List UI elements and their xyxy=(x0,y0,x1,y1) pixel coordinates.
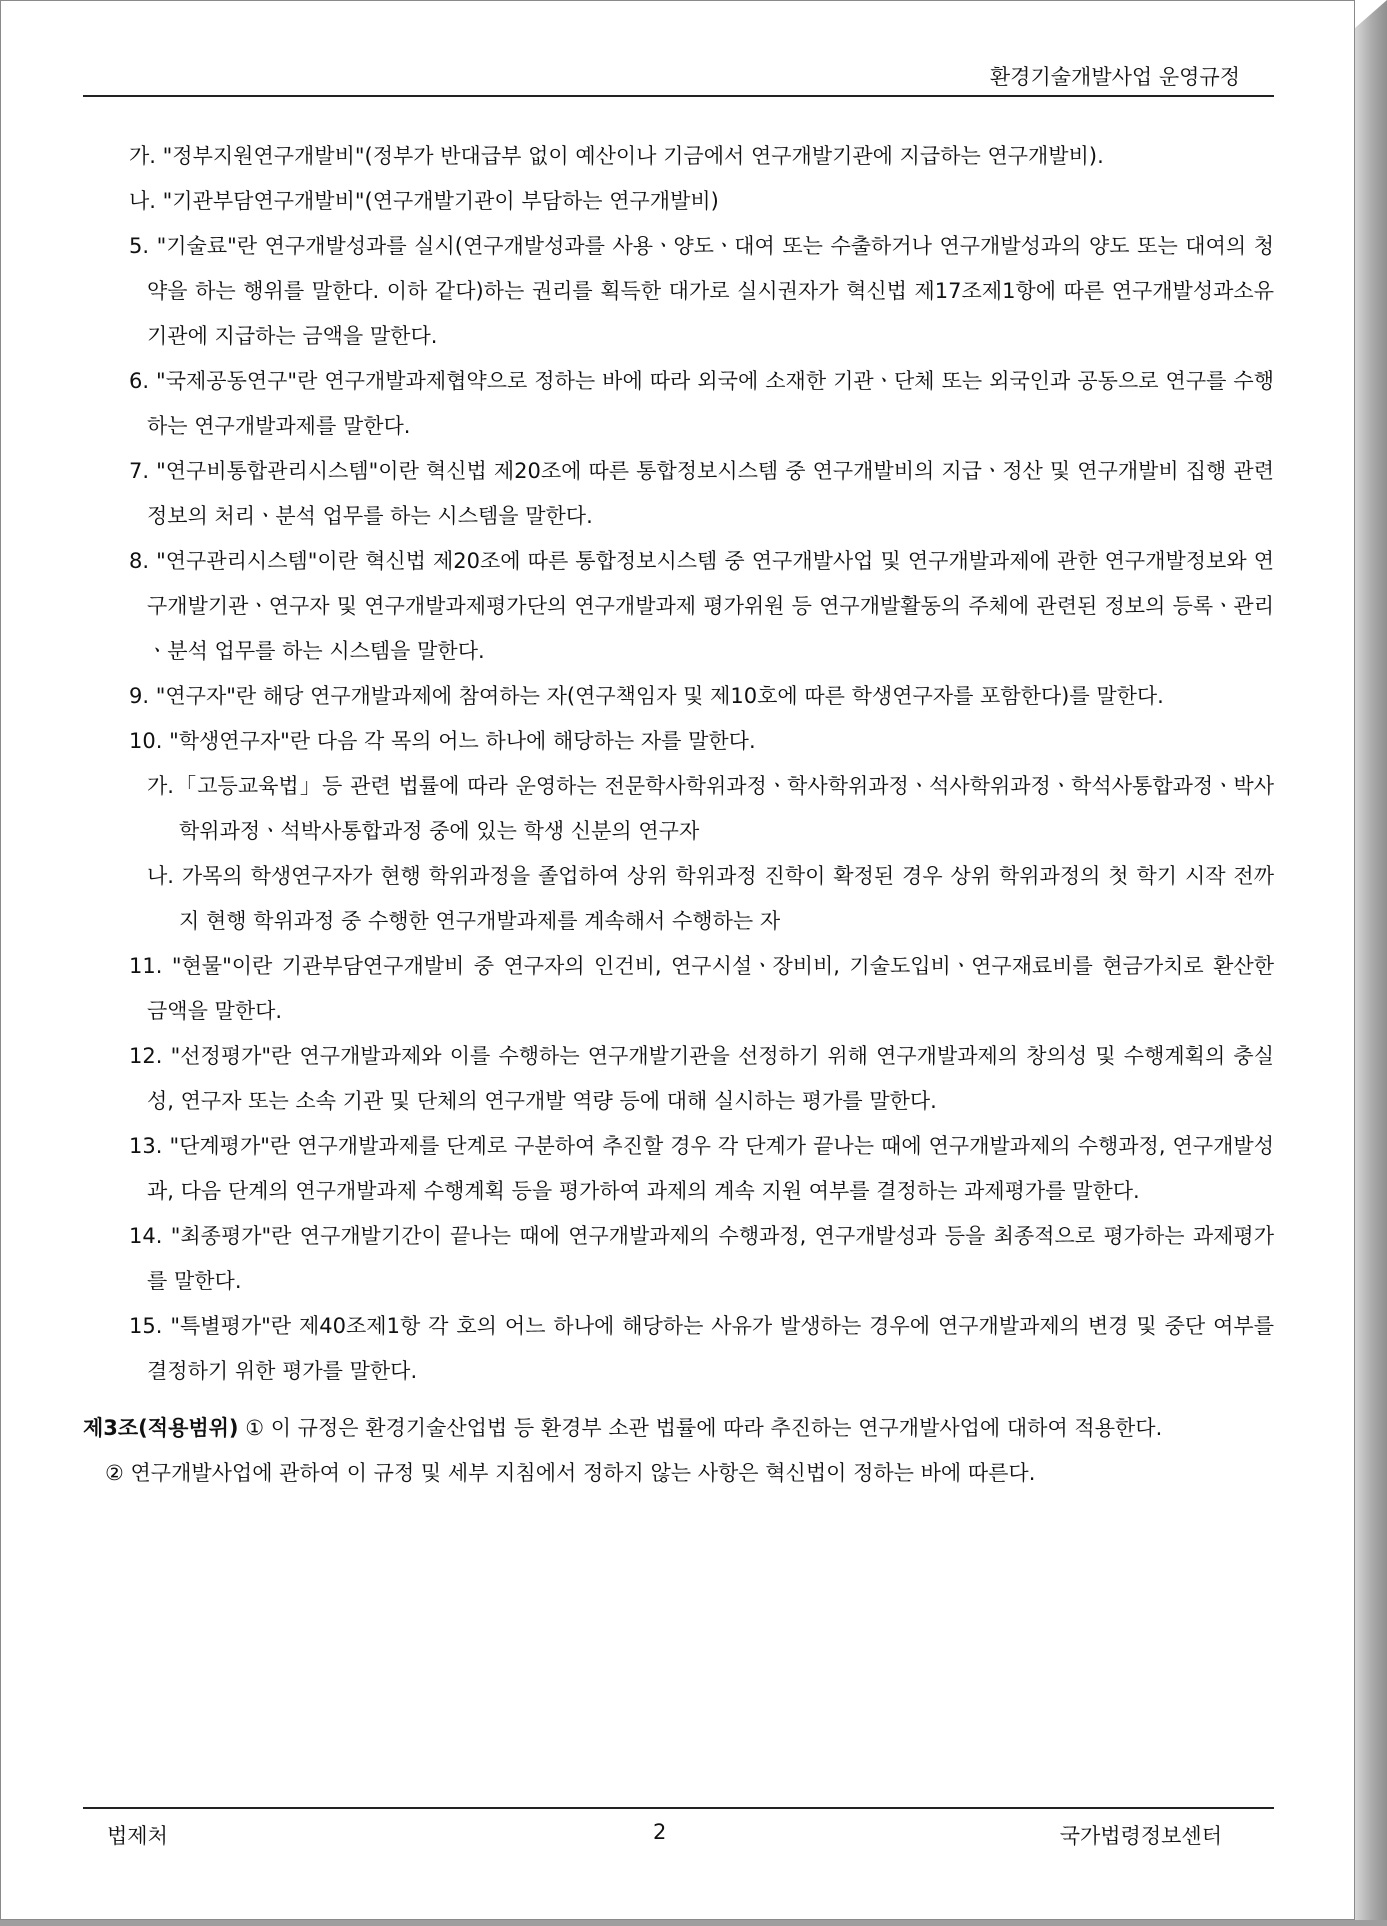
page-curl-corner xyxy=(1355,0,1387,28)
document-body xyxy=(83,134,1274,1496)
definition-subitem-ga: 가. "정부지원연구개발비"(정부가 반대급부 없이 예산이나 기금에서 연구개발기관에 지급하는 연구개발비). xyxy=(129,144,1104,168)
page-number: 2 xyxy=(653,1820,667,1844)
definition-item-10: 10. "학생연구자"란 다음 각 목의 어느 하나에 해당하는 자를 말한다. xyxy=(129,729,756,753)
article-3-paragraph-1: ① 이 규정은 환경기술산업법 등 환경부 소관 법률에 따라 추진하는 연구개발사업에 대하여 적용한다. xyxy=(238,1416,1163,1440)
footer-source: 법제처 xyxy=(107,1824,168,1848)
definition-item-13: 13. "단계평가"란 연구개발과제를 단계로 구분하여 추진할 경우 각 단계가 끝나는 때에 연구개발과제의 수행과정, 연구개발성과, 다음 단계의 연구개발과제 수행계획 등을 평가하여 과제의 계속 지원 여부를 결정하는 과제평가를 말한다. xyxy=(129,1134,1274,1203)
footer-publisher: 국가법령정보센터 xyxy=(1059,1824,1222,1848)
article-3-title: 제3조(적용범위) xyxy=(83,1416,239,1440)
page-curl-edge xyxy=(1355,0,1387,1926)
article-3-paragraph-2: ② 연구개발사업에 관하여 이 규정 및 세부 지침에서 정하지 않는 사항은 혁신법이 정하는 바에 따른다. xyxy=(105,1461,1036,1485)
definition-item-14: 14. "최종평가"란 연구개발기간이 끝나는 때에 연구개발과제의 수행과정, 연구개발성과 등을 최종적으로 평가하는 과제평가를 말한다. xyxy=(129,1224,1274,1293)
header-divider xyxy=(83,95,1274,97)
definition-item-7: 7. "연구비통합관리시스템"이란 혁신법 제20조에 따른 통합정보시스템 중 연구개발비의 지급ㆍ정산 및 연구개발비 집행 관련 정보의 처리ㆍ분석 업무를 하는 시스템을 말한다. xyxy=(129,459,1274,528)
definition-item-5: 5. "기술료"란 연구개발성과를 실시(연구개발성과를 사용ㆍ양도ㆍ대여 또는 수출하거나 연구개발성과의 양도 또는 대여의 청약을 하는 행위를 말한다. 이하 같다)하는 권리를 획득한 대가로 실시권자가 혁신법 제17조제1항에 따른 연구개발성과소유기관에 지급하는 금액을 말한다. xyxy=(129,234,1274,348)
definition-item-11: 11. "현물"이란 기관부담연구개발비 중 연구자의 인건비, 연구시설ㆍ장비비, 기술도입비ㆍ연구재료비를 현금가치로 환산한 금액을 말한다. xyxy=(129,954,1274,1023)
definition-item-10-na: 나. 가목의 학생연구자가 현행 학위과정을 졸업하여 상위 학위과정 진학이 확정된 경우 상위 학위과정의 첫 학기 시작 전까지 현행 학위과정 중 수행한 연구개발과제를 계속해서 수행하는 자 xyxy=(147,864,1274,933)
definition-item-10-ga: 가.「고등교육법」등 관련 법률에 따라 운영하는 전문학사학위과정ㆍ학사학위과정ㆍ석사학위과정ㆍ학석사통합과정ㆍ박사학위과정ㆍ석박사통합과정 중에 있는 학생 신분의 연구자 xyxy=(147,774,1274,843)
header-title: 환경기술개발사업 운영규정 xyxy=(989,65,1240,89)
article-3 xyxy=(83,1406,1274,1451)
definition-subitem-na: 나. "기관부담연구개발비"(연구개발기관이 부담하는 연구개발비) xyxy=(129,189,719,213)
definition-item-6: 6. "국제공동연구"란 연구개발과제협약으로 정하는 바에 따라 외국에 소재한 기관ㆍ단체 또는 외국인과 공동으로 연구를 수행하는 연구개발과제를 말한다. xyxy=(129,369,1274,438)
definition-item-8: 8. "연구관리시스템"이란 혁신법 제20조에 따른 통합정보시스템 중 연구개발사업 및 연구개발과제에 관한 연구개발정보와 연구개발기관ㆍ연구자 및 연구개발과제평가단의 연구개발과제 평가위원 등 연구개발활동의 주체에 관련된 정보의 등록ㆍ관리ㆍ분석 업무를 하는 시스템을 말한다. xyxy=(129,549,1274,663)
page-shadow xyxy=(0,1920,1387,1926)
definition-item-12: 12. "선정평가"란 연구개발과제와 이를 수행하는 연구개발기관을 선정하기 위해 연구개발과제의 창의성 및 수행계획의 충실성, 연구자 또는 소속 기관 및 단체의 연구개발 역량 등에 대해 실시하는 평가를 말한다. xyxy=(129,1044,1274,1113)
definition-item-9: 9. "연구자"란 해당 연구개발과제에 참여하는 자(연구책임자 및 제10호에 따른 학생연구자를 포함한다)를 말한다. xyxy=(129,684,1164,708)
footer-divider xyxy=(83,1807,1274,1809)
definition-item-15: 15. "특별평가"란 제40조제1항 각 호의 어느 하나에 해당하는 사유가 발생하는 경우에 연구개발과제의 변경 및 중단 여부를 결정하기 위한 평가를 말한다. xyxy=(129,1314,1274,1383)
